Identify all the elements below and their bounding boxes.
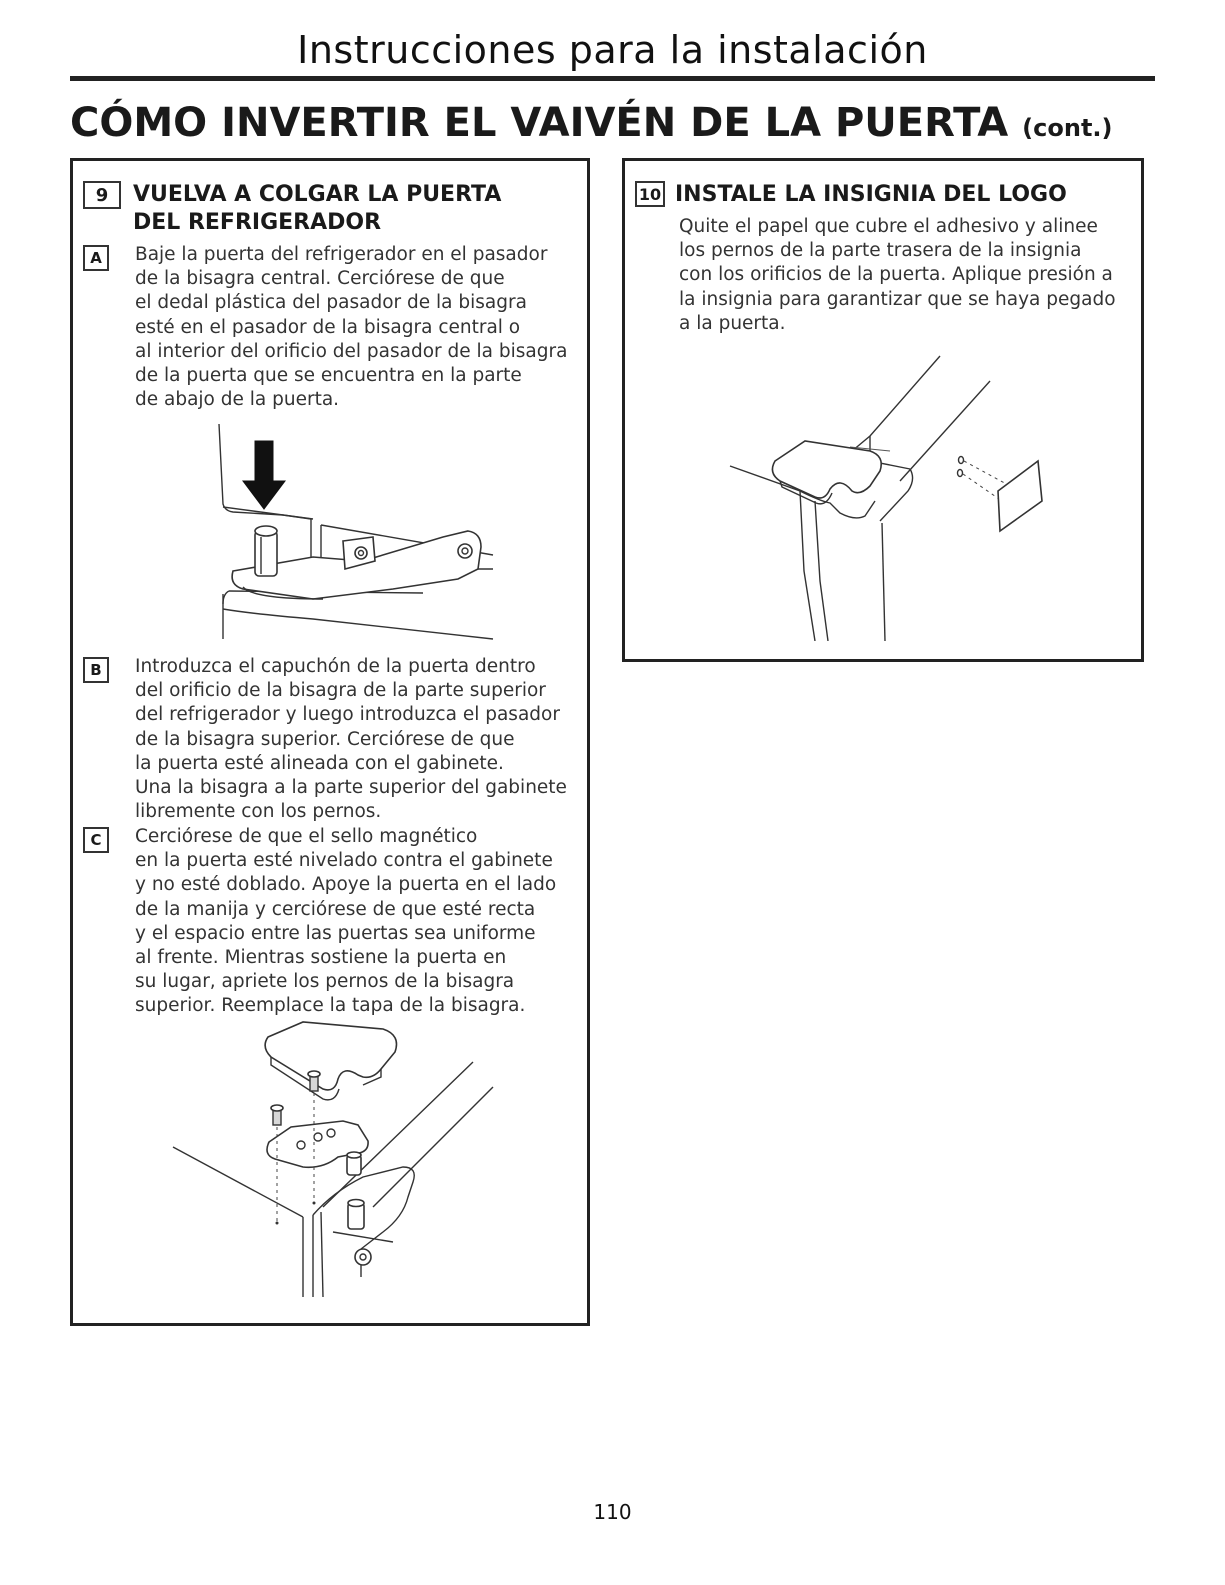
step-10-panel	[622, 158, 1144, 662]
step-9-title: VUELVA A COLGAR LA PUERTA DEL REFRIGERADOR	[133, 182, 502, 235]
top-hinge-cover-illustration	[163, 1017, 503, 1297]
step-9-item-a-text: Baje la puerta del refrigerador en el pasador de la bisagra central. Cerciórese de que el dedal plástica del pasador de la bisagra esté en el pasador de la bisagra central o al interior del orificio del pasador de la bisagra de la puerta que se encuentra en la parte de abajo de la puerta.	[135, 244, 568, 411]
section-title	[70, 100, 1113, 146]
step-9-item-c-text: Cerciórese de que el sello magnético en la puerta esté nivelado contra el gabinete y no esté doblado. Apoye la puerta en el lado de la manija y cerciórese de que esté recta y el espacio entre las puertas sea uniforme al frente. Mientras sostiene la puerta en su lugar, apriete los pernos de la bisagra superior. Reemplace la tapa de la bisagra.	[135, 826, 557, 1017]
step-10-number-box: 10	[635, 181, 665, 207]
logo-badge-illustration	[720, 351, 1050, 641]
step-9-item-b-text: Introduzca el capuchón de la puerta dentro del orificio de la bisagra de la parte superior del refrigerador y luego introduzca el pasador de la bisagra superior. Cerciórese de que la puerta esté alineada con el gabinete. Una la bisagra a la parte superior del gabinete libremente con los pernos.	[135, 656, 567, 823]
section-title-text: CÓMO INVERTIR EL VAIVÉN DE LA PUERTA	[70, 100, 1009, 146]
step-9-panel	[70, 158, 590, 1326]
door-hinge-pin-illustration	[193, 419, 513, 644]
step-9-item-b-label: B	[83, 657, 109, 683]
step-9-item-c-label: C	[83, 827, 109, 853]
step-9-number-box: 9	[83, 181, 121, 209]
step-10-heading	[635, 181, 1067, 209]
page-number: 110	[593, 1500, 632, 1524]
step-10-title: INSTALE LA INSIGNIA DEL LOGO	[675, 182, 1067, 207]
step-10-text: Quite el papel que cubre el adhesivo y alinee los pernos de la parte trasera de la insignia con los orificios de la puerta. Aplique presión a la insignia para garantizar que se haya pegado a la puerta.	[679, 216, 1116, 334]
step-9-heading	[83, 181, 501, 237]
down-arrow-icon	[243, 441, 285, 509]
step-9-item-a-label: A	[83, 245, 109, 271]
section-title-cont: (cont.)	[1022, 114, 1113, 142]
page-header-title: Instrucciones para la instalación	[297, 28, 928, 72]
header-rule	[70, 76, 1155, 81]
